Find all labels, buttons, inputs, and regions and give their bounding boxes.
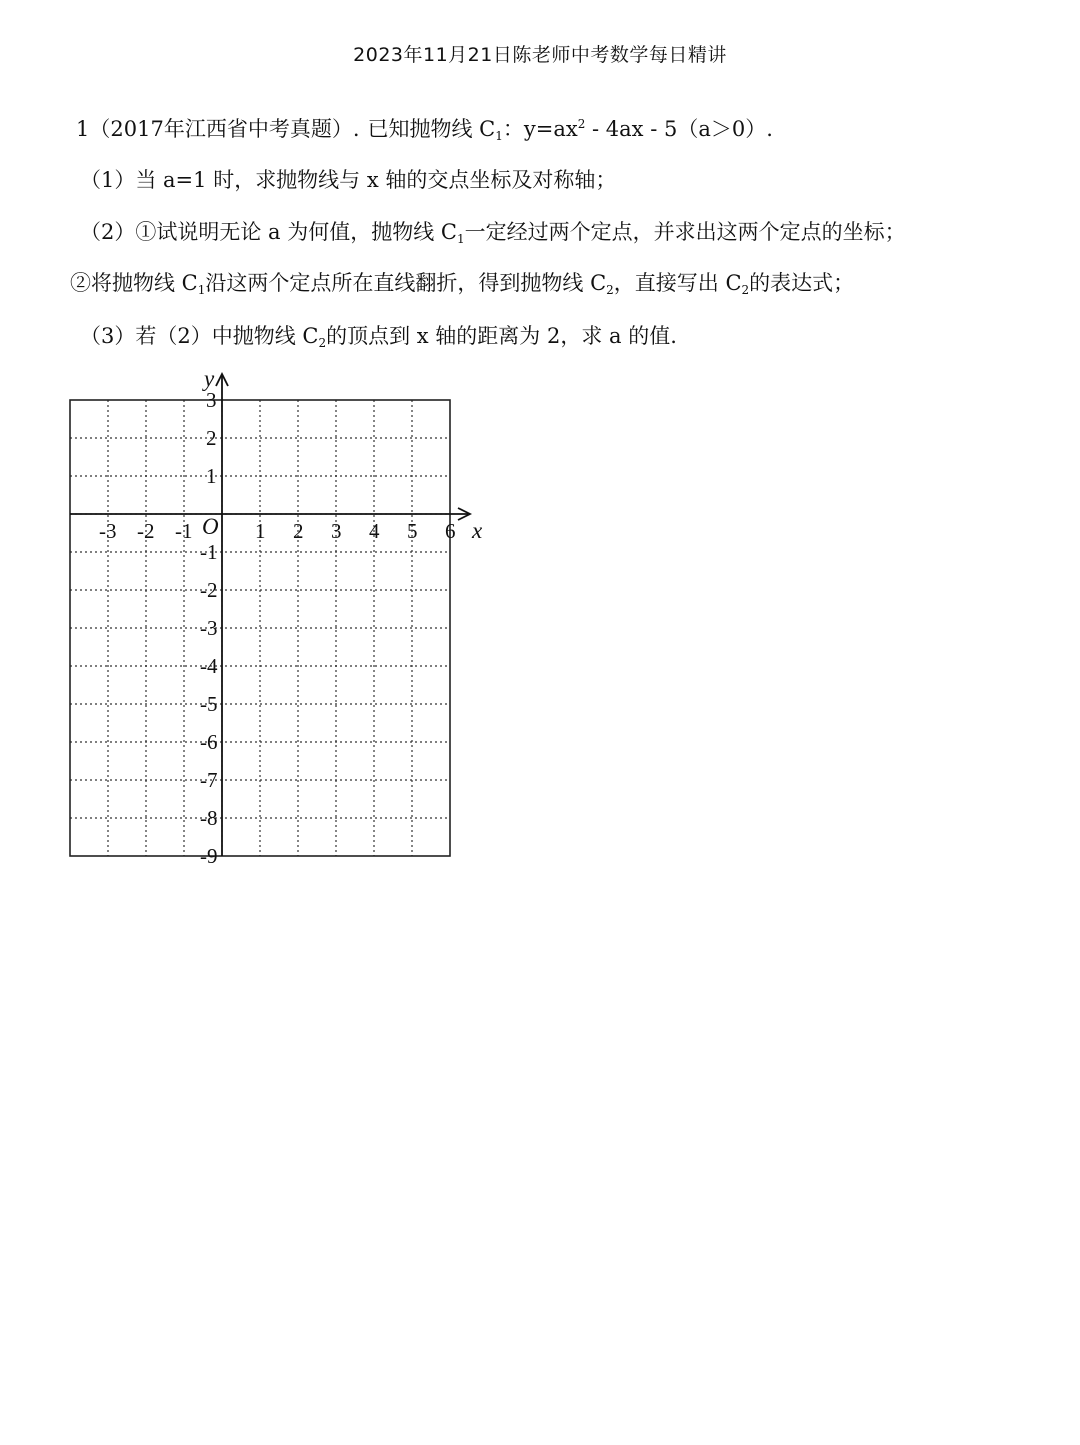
coordinate-grid [55, 360, 483, 868]
part-1: （1）当 a=1 时，求抛物线与 x 轴的交点坐标及对称轴； [80, 168, 617, 192]
part-2-b-text-tail: 的表达式； [749, 271, 855, 295]
part-2-b-text-mid: 沿这两个定点所在直线翻折，得到抛物线 C [205, 271, 607, 295]
stem-equation-tail: - 4ax - 5（a＞0）. [585, 117, 773, 141]
part-2-a [80, 222, 906, 245]
part-3-text-tail: 的顶点到 x 轴的距离为 2，求 a 的值. [326, 324, 677, 348]
problem-number: 1 [76, 117, 90, 141]
part-2-b-subscript-3: 2 [741, 283, 750, 297]
y-tick-label: 1 [206, 464, 217, 488]
x-tick-label: 6 [445, 519, 456, 543]
part-2-a-text-tail: 一定经过两个定点，并求出这两个定点的坐标； [464, 220, 906, 244]
stem-exponent: 2 [577, 117, 586, 131]
y-tick-label: 3 [206, 388, 217, 412]
y-tick-label: -4 [200, 654, 218, 678]
problem-source: （2017年江西省中考真题）. [89, 117, 360, 141]
y-tick-label: -5 [200, 692, 218, 716]
part-3-text: （3）若（2）中抛物线 C [80, 324, 319, 348]
y-axis-label: y [204, 366, 215, 391]
y-tick-label: -7 [200, 768, 218, 792]
origin-label: O [202, 514, 219, 539]
y-tick-label: -9 [200, 844, 218, 868]
y-tick-label: -2 [200, 578, 218, 602]
part-2-a-subscript: 1 [456, 232, 465, 246]
part-2-b-subscript-2: 2 [606, 283, 614, 297]
x-tick-label: -1 [175, 519, 193, 543]
part-3 [80, 326, 677, 349]
y-tick-label: -8 [200, 806, 218, 830]
y-tick-label: -6 [200, 730, 218, 754]
x-tick-label: 4 [369, 519, 380, 543]
x-tick-label: -3 [99, 519, 117, 543]
coordinate-grid-figure [55, 360, 483, 868]
x-tick-label: 2 [293, 519, 304, 543]
part-2-b-text-mid2: ，直接写出 C [613, 271, 742, 295]
x-tick-label: 5 [407, 519, 418, 543]
x-axis-label: x [472, 518, 483, 543]
y-tick-label: 2 [206, 426, 217, 450]
part-3-subscript: 2 [318, 336, 327, 350]
x-tick-label: 1 [255, 519, 266, 543]
stem-equation: ：y=ax [502, 117, 578, 141]
y-tick-label: -1 [200, 540, 218, 564]
x-tick-label: 3 [331, 519, 342, 543]
part-2-b-text: ②将抛物线 C [70, 271, 198, 295]
part-2-a-text: （2）①试说明无论 a 为何值，抛物线 C [80, 220, 457, 244]
part-2-b-subscript-1: 1 [197, 283, 206, 297]
x-tick-label: -2 [137, 519, 155, 543]
problem-stem [76, 118, 773, 142]
y-tick-label: -3 [200, 616, 218, 640]
stem-text: 已知抛物线 C [367, 117, 496, 141]
page-header: 2023年11月21日陈老师中考数学每日精讲 [353, 44, 727, 66]
stem-subscript: 1 [495, 129, 503, 143]
part-2-b [70, 273, 854, 296]
